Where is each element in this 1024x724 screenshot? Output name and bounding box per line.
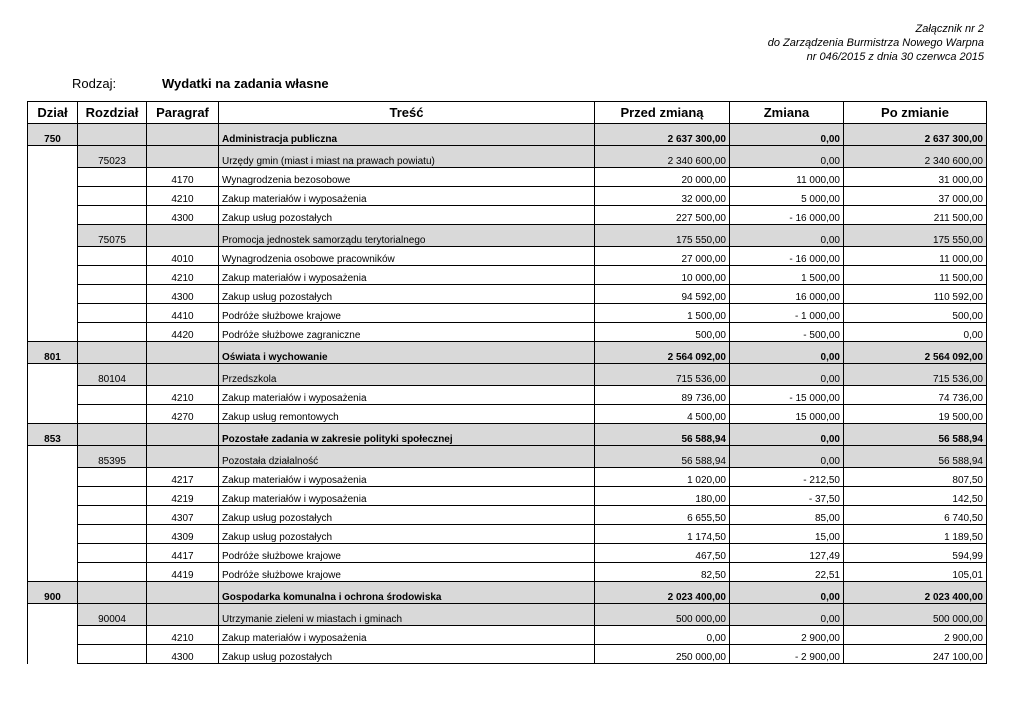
cell-po: 500,00 <box>844 304 987 323</box>
cell-zmiana: 15,00 <box>730 525 844 544</box>
cell-rozdzial <box>78 304 147 323</box>
table-row-rozdzial <box>28 364 987 386</box>
cell-tresc: Zakup materiałów i wyposażenia <box>219 386 595 405</box>
cell-rozdzial <box>78 468 147 487</box>
cell-dzial <box>28 645 78 664</box>
cell-po: 56 588,94 <box>844 424 987 446</box>
cell-przed: 1 174,50 <box>595 525 730 544</box>
cell-przed: 10 000,00 <box>595 266 730 285</box>
cell-zmiana: - 500,00 <box>730 323 844 342</box>
cell-zmiana: 0,00 <box>730 342 844 364</box>
cell-po: 105,01 <box>844 563 987 582</box>
table-row-rozdzial <box>28 225 987 247</box>
col-header-paragraf: Paragraf <box>147 102 219 124</box>
cell-paragraf <box>147 342 219 364</box>
table-row-rozdzial <box>28 446 987 468</box>
table-row-par <box>28 487 987 506</box>
cell-przed: 500 000,00 <box>595 604 730 626</box>
cell-paragraf: 4217 <box>147 468 219 487</box>
cell-zmiana: 0,00 <box>730 446 844 468</box>
cell-przed: 715 536,00 <box>595 364 730 386</box>
cell-rozdzial <box>78 342 147 364</box>
attachment-number: Załącznik nr 2 <box>915 23 984 35</box>
cell-po: 247 100,00 <box>844 645 987 664</box>
cell-rozdzial: 75023 <box>78 146 147 168</box>
cell-dzial <box>28 626 78 645</box>
cell-paragraf: 4300 <box>147 285 219 304</box>
cell-tresc: Podróże służbowe krajowe <box>219 544 595 563</box>
cell-paragraf: 4210 <box>147 626 219 645</box>
cell-przed: 467,50 <box>595 544 730 563</box>
cell-zmiana: 2 900,00 <box>730 626 844 645</box>
cell-zmiana: 0,00 <box>730 124 844 146</box>
cell-zmiana: 0,00 <box>730 424 844 446</box>
cell-zmiana: 16 000,00 <box>730 285 844 304</box>
cell-dzial: 900 <box>28 582 78 604</box>
table-row-dzial <box>28 124 987 146</box>
cell-zmiana: 1 500,00 <box>730 266 844 285</box>
cell-tresc: Gospodarka komunalna i ochrona środowiska <box>219 582 595 604</box>
cell-przed: 0,00 <box>595 626 730 645</box>
cell-paragraf <box>147 604 219 626</box>
cell-paragraf: 4270 <box>147 405 219 424</box>
table-row-par <box>28 206 987 225</box>
cell-tresc: Zakup materiałów i wyposażenia <box>219 626 595 645</box>
cell-paragraf <box>147 364 219 386</box>
rodzaj-label: Rodzaj: <box>72 76 117 91</box>
cell-przed: 250 000,00 <box>595 645 730 664</box>
cell-przed: 1 020,00 <box>595 468 730 487</box>
table-row-par <box>28 285 987 304</box>
cell-dzial <box>28 146 78 168</box>
cell-paragraf: 4307 <box>147 506 219 525</box>
cell-przed: 82,50 <box>595 563 730 582</box>
cell-po: 2 900,00 <box>844 626 987 645</box>
table-row-rozdzial <box>28 146 987 168</box>
cell-tresc: Zakup usług pozostałych <box>219 645 595 664</box>
cell-zmiana: 15 000,00 <box>730 405 844 424</box>
col-header-dzial: Dział <box>28 102 78 124</box>
table-header-row <box>28 102 987 124</box>
cell-tresc: Podróże służbowe krajowe <box>219 563 595 582</box>
cell-paragraf: 4309 <box>147 525 219 544</box>
cell-rozdzial <box>78 266 147 285</box>
cell-rozdzial: 85395 <box>78 446 147 468</box>
cell-po: 11 500,00 <box>844 266 987 285</box>
cell-rozdzial <box>78 285 147 304</box>
table-row-par <box>28 187 987 206</box>
cell-paragraf <box>147 446 219 468</box>
cell-zmiana: - 1 000,00 <box>730 304 844 323</box>
table-row-par <box>28 525 987 544</box>
table-row-par <box>28 304 987 323</box>
table-row-par <box>28 626 987 645</box>
cell-rozdzial <box>78 386 147 405</box>
cell-rozdzial <box>78 544 147 563</box>
cell-po: 74 736,00 <box>844 386 987 405</box>
col-header-po: Po zmianie <box>844 102 987 124</box>
table-row-dzial <box>28 342 987 364</box>
col-header-tresc: Treść <box>219 102 595 124</box>
cell-paragraf: 4300 <box>147 206 219 225</box>
cell-przed: 500,00 <box>595 323 730 342</box>
cell-tresc: Pozostałe zadania w zakresie polityki społecznej <box>219 424 595 446</box>
cell-dzial <box>28 247 78 266</box>
cell-przed: 4 500,00 <box>595 405 730 424</box>
cell-po: 594,99 <box>844 544 987 563</box>
cell-paragraf: 4420 <box>147 323 219 342</box>
cell-paragraf <box>147 225 219 247</box>
cell-dzial: 853 <box>28 424 78 446</box>
cell-dzial <box>28 563 78 582</box>
cell-dzial <box>28 446 78 468</box>
cell-tresc: Przedszkola <box>219 364 595 386</box>
cell-rozdzial <box>78 487 147 506</box>
col-header-zmiana: Zmiana <box>730 102 844 124</box>
cell-zmiana: 127,49 <box>730 544 844 563</box>
table-row-par <box>28 386 987 405</box>
cell-po: 2 637 300,00 <box>844 124 987 146</box>
cell-zmiana: 0,00 <box>730 604 844 626</box>
cell-paragraf: 4210 <box>147 386 219 405</box>
cell-po: 56 588,94 <box>844 446 987 468</box>
table-row-par <box>28 405 987 424</box>
cell-zmiana: - 37,50 <box>730 487 844 506</box>
cell-po: 175 550,00 <box>844 225 987 247</box>
cell-paragraf: 4419 <box>147 563 219 582</box>
cell-tresc: Zakup materiałów i wyposażenia <box>219 468 595 487</box>
cell-paragraf: 4300 <box>147 645 219 664</box>
cell-przed: 27 000,00 <box>595 247 730 266</box>
cell-przed: 32 000,00 <box>595 187 730 206</box>
cell-dzial <box>28 487 78 506</box>
cell-dzial <box>28 225 78 247</box>
cell-dzial: 750 <box>28 124 78 146</box>
table-row-par <box>28 544 987 563</box>
cell-zmiana: - 16 000,00 <box>730 206 844 225</box>
cell-po: 142,50 <box>844 487 987 506</box>
cell-tresc: Wynagrodzenia bezosobowe <box>219 168 595 187</box>
cell-rozdzial: 90004 <box>78 604 147 626</box>
table-row-par <box>28 247 987 266</box>
table-row-rozdzial <box>28 604 987 626</box>
table-row-par <box>28 266 987 285</box>
cell-rozdzial <box>78 626 147 645</box>
cell-przed: 20 000,00 <box>595 168 730 187</box>
cell-paragraf: 4410 <box>147 304 219 323</box>
cell-po: 2 023 400,00 <box>844 582 987 604</box>
cell-rozdzial <box>78 525 147 544</box>
cell-paragraf: 4219 <box>147 487 219 506</box>
cell-dzial <box>28 468 78 487</box>
cell-paragraf: 4010 <box>147 247 219 266</box>
cell-tresc: Podróże służbowe krajowe <box>219 304 595 323</box>
cell-po: 2 564 092,00 <box>844 342 987 364</box>
cell-tresc: Promocja jednostek samorządu terytorialnego <box>219 225 595 247</box>
table-row-par <box>28 168 987 187</box>
cell-tresc: Zakup materiałów i wyposażenia <box>219 487 595 506</box>
cell-dzial <box>28 285 78 304</box>
col-header-rozdzial: Rozdział <box>78 102 147 124</box>
table-row-dzial <box>28 424 987 446</box>
rodzaj-value: Wydatki na zadania własne <box>162 76 329 91</box>
cell-rozdzial <box>78 506 147 525</box>
cell-przed: 56 588,94 <box>595 424 730 446</box>
cell-przed: 175 550,00 <box>595 225 730 247</box>
cell-przed: 94 592,00 <box>595 285 730 304</box>
cell-paragraf <box>147 582 219 604</box>
cell-paragraf <box>147 146 219 168</box>
cell-rozdzial <box>78 563 147 582</box>
cell-dzial <box>28 544 78 563</box>
col-header-przed: Przed zmianą <box>595 102 730 124</box>
cell-dzial <box>28 266 78 285</box>
cell-przed: 2 340 600,00 <box>595 146 730 168</box>
cell-po: 715 536,00 <box>844 364 987 386</box>
cell-dzial <box>28 405 78 424</box>
cell-przed: 180,00 <box>595 487 730 506</box>
cell-tresc: Podróże służbowe zagraniczne <box>219 323 595 342</box>
table-row-par <box>28 468 987 487</box>
cell-rozdzial <box>78 124 147 146</box>
table-row-dzial <box>28 582 987 604</box>
cell-rozdzial <box>78 247 147 266</box>
cell-po: 2 340 600,00 <box>844 146 987 168</box>
cell-przed: 227 500,00 <box>595 206 730 225</box>
cell-po: 37 000,00 <box>844 187 987 206</box>
table-row-par <box>28 645 987 664</box>
ordinance-reference: do Zarządzenia Burmistrza Nowego Warpna <box>767 37 984 49</box>
cell-zmiana: - 2 900,00 <box>730 645 844 664</box>
cell-rozdzial <box>78 424 147 446</box>
cell-rozdzial <box>78 405 147 424</box>
cell-zmiana: 5 000,00 <box>730 187 844 206</box>
cell-po: 31 000,00 <box>844 168 987 187</box>
cell-dzial <box>28 304 78 323</box>
cell-paragraf: 4170 <box>147 168 219 187</box>
cell-zmiana: 85,00 <box>730 506 844 525</box>
cell-przed: 89 736,00 <box>595 386 730 405</box>
cell-rozdzial: 75075 <box>78 225 147 247</box>
cell-przed: 2 564 092,00 <box>595 342 730 364</box>
cell-zmiana: 0,00 <box>730 364 844 386</box>
cell-dzial: 801 <box>28 342 78 364</box>
cell-tresc: Zakup usług pozostałych <box>219 506 595 525</box>
cell-rozdzial <box>78 187 147 206</box>
cell-po: 0,00 <box>844 323 987 342</box>
cell-tresc: Administracja publiczna <box>219 124 595 146</box>
cell-po: 1 189,50 <box>844 525 987 544</box>
cell-tresc: Zakup usług pozostałych <box>219 206 595 225</box>
cell-dzial <box>28 323 78 342</box>
cell-rozdzial: 80104 <box>78 364 147 386</box>
cell-po: 19 500,00 <box>844 405 987 424</box>
cell-zmiana: - 212,50 <box>730 468 844 487</box>
cell-dzial <box>28 386 78 405</box>
cell-po: 807,50 <box>844 468 987 487</box>
cell-przed: 2 637 300,00 <box>595 124 730 146</box>
cell-zmiana: 0,00 <box>730 146 844 168</box>
cell-paragraf: 4417 <box>147 544 219 563</box>
attachment-header <box>768 22 984 64</box>
cell-dzial <box>28 604 78 626</box>
cell-tresc: Urzędy gmin (miast i miast na prawach powiatu) <box>219 146 595 168</box>
cell-tresc: Zakup usług remontowych <box>219 405 595 424</box>
cell-zmiana: - 15 000,00 <box>730 386 844 405</box>
cell-paragraf <box>147 124 219 146</box>
cell-zmiana: 11 000,00 <box>730 168 844 187</box>
table-row-par <box>28 506 987 525</box>
cell-przed: 2 023 400,00 <box>595 582 730 604</box>
cell-dzial <box>28 206 78 225</box>
cell-tresc: Utrzymanie zieleni w miastach i gminach <box>219 604 595 626</box>
cell-po: 500 000,00 <box>844 604 987 626</box>
cell-paragraf: 4210 <box>147 266 219 285</box>
cell-po: 211 500,00 <box>844 206 987 225</box>
cell-zmiana: 0,00 <box>730 225 844 247</box>
cell-tresc: Oświata i wychowanie <box>219 342 595 364</box>
cell-zmiana: - 16 000,00 <box>730 247 844 266</box>
cell-przed: 1 500,00 <box>595 304 730 323</box>
cell-przed: 6 655,50 <box>595 506 730 525</box>
cell-po: 110 592,00 <box>844 285 987 304</box>
cell-paragraf <box>147 424 219 446</box>
cell-rozdzial <box>78 323 147 342</box>
cell-po: 6 740,50 <box>844 506 987 525</box>
cell-dzial <box>28 506 78 525</box>
ordinance-date: nr 046/2015 z dnia 30 czerwca 2015 <box>806 51 984 63</box>
cell-dzial <box>28 525 78 544</box>
cell-tresc: Zakup materiałów i wyposażenia <box>219 187 595 206</box>
budget-table <box>27 101 987 664</box>
cell-tresc: Zakup usług pozostałych <box>219 285 595 304</box>
cell-rozdzial <box>78 645 147 664</box>
table-row-par <box>28 323 987 342</box>
cell-paragraf: 4210 <box>147 187 219 206</box>
cell-tresc: Pozostała działalność <box>219 446 595 468</box>
cell-dzial <box>28 168 78 187</box>
cell-tresc: Zakup materiałów i wyposażenia <box>219 266 595 285</box>
cell-tresc: Zakup usług pozostałych <box>219 525 595 544</box>
cell-dzial <box>28 187 78 206</box>
table-body <box>28 124 987 664</box>
cell-rozdzial <box>78 582 147 604</box>
cell-rozdzial <box>78 206 147 225</box>
cell-dzial <box>28 364 78 386</box>
cell-zmiana: 0,00 <box>730 582 844 604</box>
cell-po: 11 000,00 <box>844 247 987 266</box>
cell-tresc: Wynagrodzenia osobowe pracowników <box>219 247 595 266</box>
cell-zmiana: 22,51 <box>730 563 844 582</box>
cell-rozdzial <box>78 168 147 187</box>
cell-przed: 56 588,94 <box>595 446 730 468</box>
table-row-par <box>28 563 987 582</box>
